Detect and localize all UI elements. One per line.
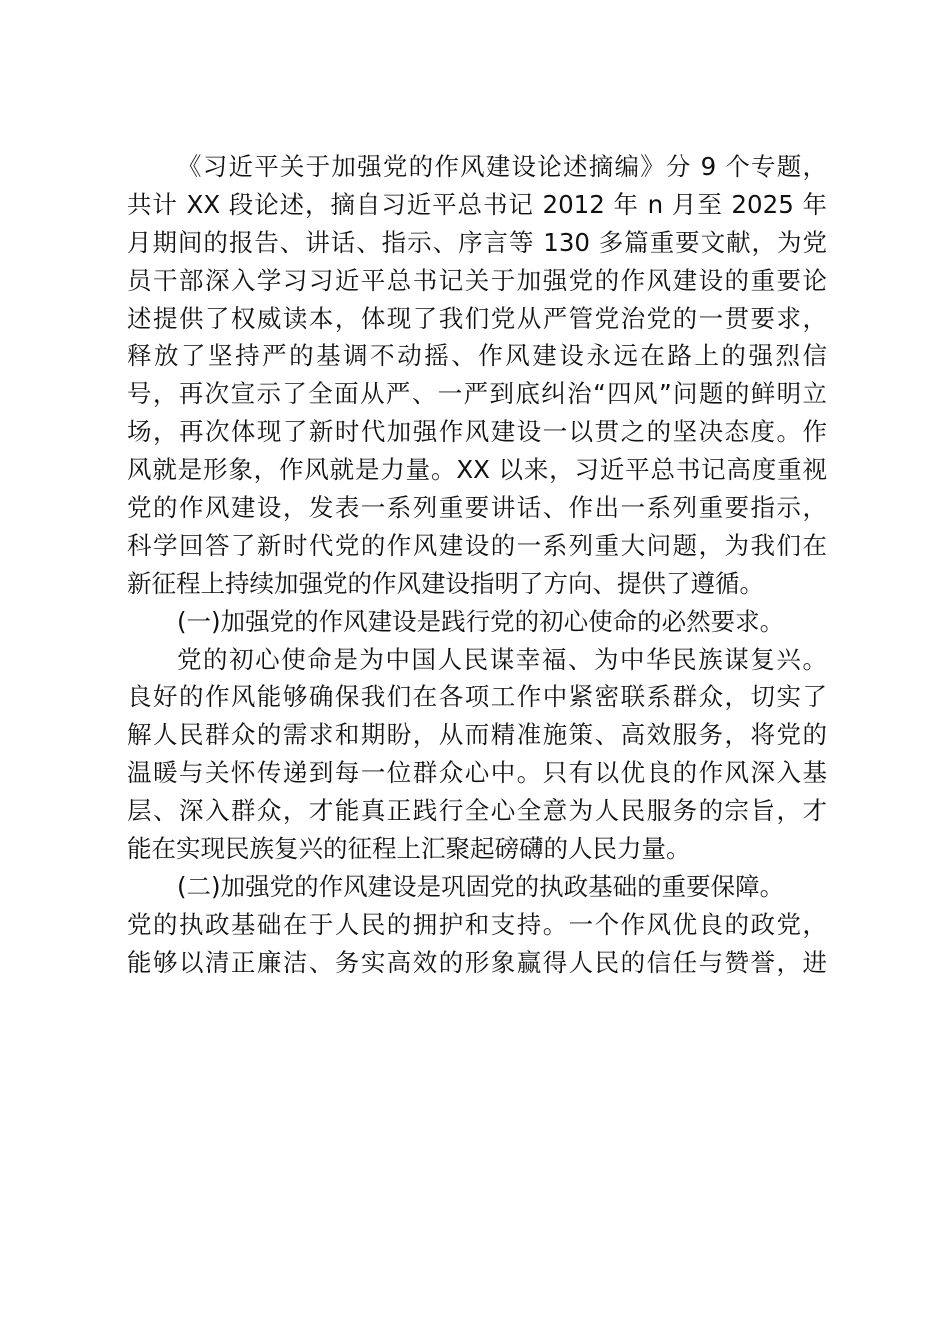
- paragraph-line: 释放了坚持严的基调不动摇、作风建设永远在路上的强烈信: [127, 341, 827, 371]
- paragraph-line: 党的执政基础在于人民的拥护和支持。一个作风优良的政党，: [127, 909, 827, 939]
- paragraph-line: 党的初心使命是为中国人民谋幸福、为中华民族谋复兴。: [177, 644, 827, 674]
- paragraph-line: 科学回答了新时代党的作风建设的一系列重大问题，为我们在: [127, 530, 827, 560]
- paragraph-line: 场，再次体现了新时代加强作风建设一以贯之的坚决态度。作: [127, 417, 827, 447]
- paragraph-line: 温暖与关怀传递到每一位群众心中。只有以优良的作风深入基: [127, 758, 827, 788]
- paragraph-line: 述提供了权威读本，体现了我们党从严管党治党的一贯要求，: [127, 303, 827, 333]
- section-heading: (一)加强党的作风建设是践行党的初心使命的必然要求。: [177, 606, 785, 636]
- paragraph-line: 新征程上持续加强党的作风建设指明了方向、提供了遵循。: [127, 568, 764, 598]
- paragraph-line: 良好的作风能够确保我们在各项工作中紧密联系群众，切实了: [127, 682, 827, 712]
- document-body: [127, 148, 827, 982]
- paragraph-line: 解人民群众的需求和期盼，从而精准施策、高效服务，将党的: [127, 720, 827, 750]
- paragraph-line: 风就是形象，作风就是力量。XX 以来，习近平总书记高度重视: [127, 455, 827, 485]
- paragraph-line: 党的作风建设，发表一系列重要讲话、作出一系列重要指示，: [127, 493, 827, 523]
- paragraph-line: 号，再次宣示了全面从严、一严到底纠治“四风”问题的鲜明立: [127, 379, 827, 409]
- paragraph-line: 《习近平关于加强党的作风建设论述摘编》分 9 个专题，: [177, 152, 827, 181]
- paragraph-line: 员干部深入学习习近平总书记关于加强党的作风建设的重要论: [127, 265, 827, 295]
- paragraph-line: 能够以清正廉洁、务实高效的形象赢得人民的信任与赞誉，进: [127, 947, 827, 977]
- paragraph-line: 月期间的报告、讲话、指示、序言等 130 多篇重要文献，为党: [127, 227, 827, 257]
- paragraph-line: 能在实现民族复兴的征程上汇聚起磅礴的人民力量。: [127, 834, 691, 864]
- paragraph-line: 层、深入群众，才能真正践行全心全意为人民服务的宗旨，才: [127, 796, 827, 826]
- paragraph-line: 共计 XX 段论述，摘自习近平总书记 2012 年 n 月至 2025 年: [127, 189, 827, 219]
- section-heading: (二)加强党的作风建设是巩固党的执政基础的重要保障。: [177, 871, 785, 901]
